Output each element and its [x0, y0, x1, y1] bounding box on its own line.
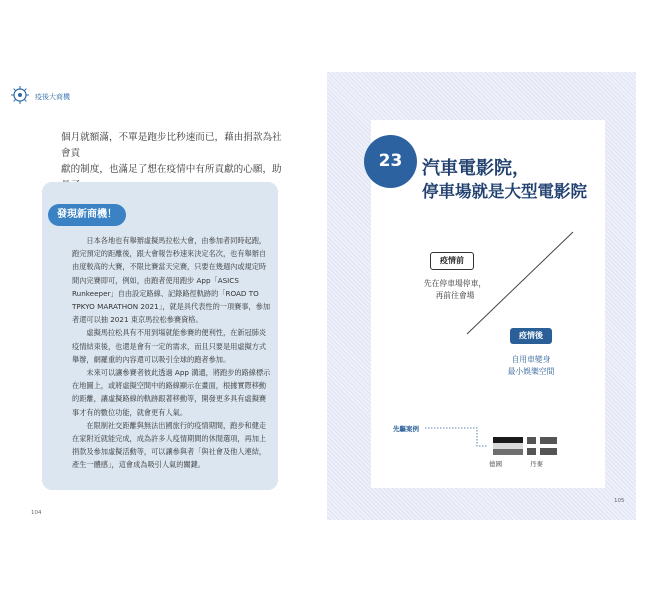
chapter-title-line2: 停車場就是大型電影院: [422, 182, 587, 201]
insight-paragraph: 未來可以讓參賽者彼此透過 App 溝通，將跑步的路線標示在地圖上，或將虛擬空間中的路線顯示在畫面，根據實際移動的距離，讓虛擬路線的軌跡跟著移動等，開發更多具有虛擬賽事才有的數位功能，就會更有人氣。: [72, 368, 271, 417]
body-line: 個月就額滿，不單是跑步比秒速而已，藉由捐款為社會貢: [61, 132, 282, 159]
running-header: 疫後大商機: [35, 93, 70, 101]
flag-denmark-icon: [527, 437, 557, 455]
flag-denmark-label: 丹麥: [530, 460, 543, 468]
after-desc-line: 自用車變身: [511, 355, 551, 364]
book-logo-icon: [10, 85, 30, 105]
after-description: [495, 354, 567, 378]
chapter-number: 23: [364, 135, 417, 188]
flag-germany-label: 德國: [489, 460, 502, 468]
left-page: [0, 72, 327, 520]
insight-box: [42, 182, 278, 490]
case-label: 先驅案例: [393, 425, 419, 433]
page-number-left: 104: [31, 510, 42, 516]
insight-box-title: 發現新商機！: [48, 204, 126, 226]
case-pointer-line: [425, 428, 487, 446]
before-desc-line: 先在停車場停車，: [423, 279, 487, 288]
right-page: [327, 72, 636, 520]
insight-paragraph: 虛擬馬拉松具有不用到場就能參賽的便利性，在新冠肺炎疫情結束後，也還是會有一定的需求，而且只要是用虛擬方式舉辦，網羅重的內容還可以吸引全球的跑者參加。: [72, 328, 267, 364]
after-label: 疫情後: [510, 328, 552, 344]
before-desc-line: 再前往會場: [435, 291, 475, 300]
page-number-right: 105: [614, 498, 625, 504]
before-label: 疫情前: [430, 252, 474, 270]
insight-box-text: [72, 234, 272, 472]
body-line: 獻的制度，也滿足了想在疫情中有所貢獻的心願，助: [61, 164, 282, 175]
insight-paragraph: 日本各地也有舉辦虛擬馬拉松大會，由參加者同時起跑，跑完預定的距離後，跟大會報告秒速來決定名次，也有舉辦自由度較高的大賽，不限比賽當天完賽，只要在幾週內或規定時間內完賽即可，例如，由跑者使用跑步 App「ASICS Runkeeper」自由設定路線、記錄路徑軌跡的「ROAD TO TPKYO MARATHON 2021」，就是具代表性的一項賽事，參加者還可以抽 2021 東京馬拉松參賽資格。: [72, 236, 271, 325]
insight-paragraph: 在限制社交距離與無法出國旅行的疫情期間，跑步和健走在家附近就能完成，成為許多人疫情期間的休閒選項，再加上捐款及參加虛擬活動等，可以讓參與者「與社會及他人連結，產生一體感」，這會成為吸引人氣的關鍵。: [72, 420, 267, 470]
chapter-title-line1: 汽車電影院，: [422, 158, 530, 179]
after-desc-line: 最小娛樂空間: [507, 367, 555, 376]
flag-germany-icon: [493, 437, 523, 455]
before-description: [405, 278, 505, 302]
